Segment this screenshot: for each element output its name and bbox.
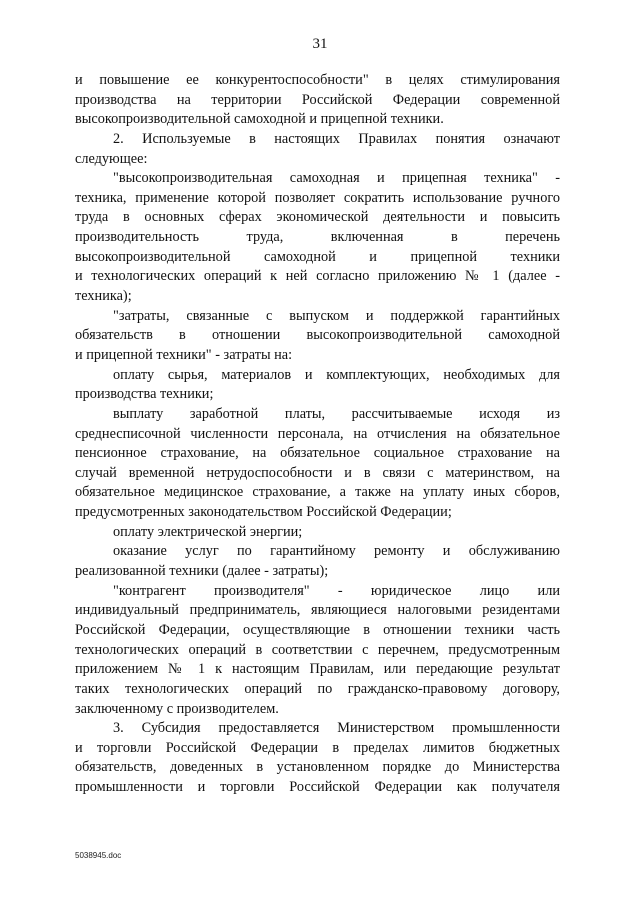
text-line: и технологических операций к ней согласно приложению № 1 (далее - <box>75 268 560 285</box>
text-line: пенсионное страхование, на обязательное социальное страхование на <box>75 445 560 462</box>
text-line: предусмотренных законодательством Российской Федерации; <box>75 504 452 521</box>
text-line: 3. Субсидия предоставляется Министерством промышленности <box>113 720 560 737</box>
text-line: "контрагент производителя" - юридическое лицо или <box>113 582 560 599</box>
text-line: среднесписочной численности персонала, на отчисления на обязательное <box>75 425 560 442</box>
text-line: и торговли Российской Федерации в пределах лимитов бюджетных <box>75 739 560 756</box>
text-line: высокопроизводительной самоходной и прицепной техники. <box>75 111 444 128</box>
text-line: производительность труда, включенная в перечень <box>75 229 560 246</box>
text-line: выплату заработной платы, рассчитываемые исходя из <box>113 405 560 422</box>
text-line: технологических операций в соответствии с перечнем, предусмотренным <box>75 641 560 658</box>
text-line: Российской Федерации, осуществляющие в отношении техники часть <box>75 621 560 638</box>
text-line: индивидуальный предприниматель, являющиеся налоговыми резидентами <box>75 602 560 619</box>
page-number: 31 <box>312 36 328 52</box>
text-line: труда в основных сферах экономической деятельности и повысить <box>75 209 560 226</box>
text-line: и прицепной техники" - затраты на: <box>75 346 293 363</box>
text-line: обязательств в отношении высокопроизводительной самоходной <box>75 327 560 344</box>
text-line: промышленности и торговли Российской Федерации как получателя <box>75 779 560 796</box>
text-line: приложением № 1 к настоящим Правилам, или передающие результат <box>75 661 560 678</box>
text-line: высокопроизводительной самоходной и прицепной техники <box>75 248 560 265</box>
text-line: обязательств, доведенных в установленном порядке до Министерства <box>75 759 560 776</box>
text-line: "затраты, связанные с выпуском и поддержкой гарантийных <box>113 307 560 324</box>
text-line: случай временной нетрудоспособности и в связи с материнством, на <box>75 464 560 481</box>
text-line: техника); <box>75 288 132 305</box>
text-line: производства на территории Российской Федерации современной <box>75 91 560 108</box>
text-line: "высокопроизводительная самоходная и прицепная техника" - <box>113 170 560 187</box>
text-line: таких технологических операций по гражданско-правовому договору, <box>75 680 560 697</box>
text-line: обязательное медицинское страхование, а также на уплату иных сборов, <box>75 484 560 501</box>
text-line: оказание услуг по гарантийному ремонту и обслуживанию <box>113 543 560 560</box>
text-line: техника, применение которой позволяет сократить использование ручного <box>75 189 560 206</box>
text-line: следующее: <box>75 150 148 167</box>
footer-filename: 5038945.doc <box>75 851 122 860</box>
text-line: 2. Используемые в настоящих Правилах понятия означают <box>113 130 560 147</box>
text-line: оплату электрической энергии; <box>113 523 303 540</box>
text-line: оплату сырья, материалов и комплектующих, необходимых для <box>113 366 560 383</box>
text-line: заключенному с производителем. <box>75 700 279 717</box>
text-line: производства техники; <box>75 386 214 403</box>
text-line: и повышение ее конкурентоспособности" в целях стимулирования <box>75 72 560 88</box>
document-body <box>75 71 560 798</box>
text-line: реализованной техники (далее - затраты); <box>75 563 329 580</box>
